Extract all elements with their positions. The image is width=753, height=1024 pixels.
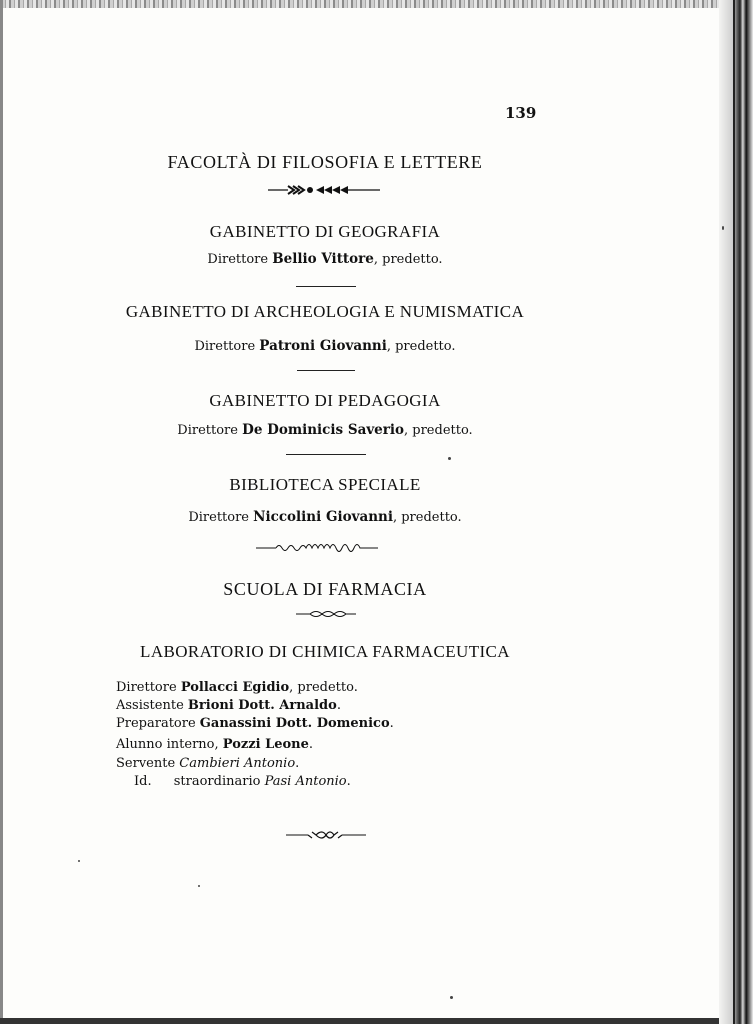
ink-speck — [198, 885, 200, 887]
binding-line — [733, 0, 735, 1024]
staff-name: Brioni Dott. Arnaldo — [187, 698, 337, 713]
staff-name: Pozzi Leone — [222, 737, 309, 752]
section-heading-archeologia: GABINETTO DI ARCHEOLOGIA E NUMISMATICA — [125, 302, 525, 321]
section-divider — [296, 286, 356, 287]
director-title: Direttore — [188, 510, 249, 525]
staff-note: . — [346, 774, 351, 789]
director-note: , predetto. — [373, 252, 443, 267]
staff-note: . — [295, 756, 300, 771]
staff-role: Assistente — [116, 698, 184, 713]
loop-ornament — [296, 609, 356, 619]
staff-role: Id. — [134, 774, 152, 789]
staff-row-assistente — [116, 697, 341, 715]
staff-row-straordinario — [134, 773, 351, 791]
director-line-pedagogia — [80, 422, 570, 438]
director-line-biblioteca — [80, 509, 570, 525]
director-title: Direttore — [207, 252, 269, 267]
scan-bottom-edge — [0, 1018, 740, 1024]
scroll-ornament — [286, 829, 366, 841]
section-divider — [286, 454, 366, 455]
section-heading-biblioteca: BIBLIOTECA SPECIALE — [229, 475, 421, 494]
staff-name: Cambieri Antonio — [179, 756, 296, 771]
ink-speck — [722, 226, 724, 230]
staff-name: Pollacci Egidio — [180, 680, 290, 695]
staff-role: Servente — [116, 756, 176, 771]
page-number: 139 — [505, 104, 537, 122]
wavy-ornament — [256, 541, 378, 553]
director-title: Direttore — [194, 339, 256, 354]
staff-role: Preparatore — [116, 716, 196, 731]
director-note: , predetto. — [404, 423, 473, 438]
director-name: Niccolini Giovanni — [253, 509, 393, 525]
staff-name: Ganassini Dott. Domenico — [199, 716, 390, 731]
staff-row-servente — [116, 755, 299, 773]
director-name: Bellio Vittore — [272, 251, 374, 267]
scan-top-edge — [0, 0, 720, 8]
director-name: Patroni Giovanni — [259, 338, 387, 354]
school-heading: SCUOLA DI FARMACIA — [223, 579, 427, 599]
section-heading-geografia: GABINETTO DI GEOGRAFIA — [209, 222, 441, 241]
staff-role: Alunno interno, — [116, 737, 219, 752]
page-binding-edge — [719, 0, 753, 1024]
director-line-archeologia — [80, 338, 570, 354]
staff-row-preparatore — [116, 715, 394, 733]
lab-heading: LABORATORIO DI CHIMICA FARMACEUTICA — [140, 642, 510, 661]
staff-row-direttore — [116, 679, 358, 697]
director-title: Direttore — [177, 423, 238, 438]
section-heading-pedagogia: GABINETTO DI PEDAGOGIA — [209, 391, 441, 410]
director-name: De Dominicis Saverio — [242, 422, 404, 438]
faculty-heading: FACOLTÀ DI FILOSOFIA E LETTERE — [167, 152, 483, 172]
ink-speck — [450, 996, 453, 999]
ink-speck — [448, 457, 451, 460]
director-line-geografia — [80, 251, 570, 267]
staff-note: . — [389, 716, 394, 731]
staff-role: Direttore — [116, 680, 177, 695]
director-note: , predetto. — [386, 339, 456, 354]
chevron-ornament — [268, 184, 380, 196]
staff-row-alunno — [116, 736, 313, 754]
staff-note: . — [336, 698, 341, 713]
ink-speck — [78, 860, 80, 862]
staff-name: Pasi Antonio — [264, 774, 347, 789]
section-divider — [297, 370, 355, 371]
staff-note: , predetto. — [289, 680, 358, 695]
scan-left-edge — [0, 0, 3, 1024]
staff-note: . — [308, 737, 314, 752]
staff-extra: straordinario — [173, 774, 261, 789]
director-note: , predetto. — [392, 510, 462, 525]
